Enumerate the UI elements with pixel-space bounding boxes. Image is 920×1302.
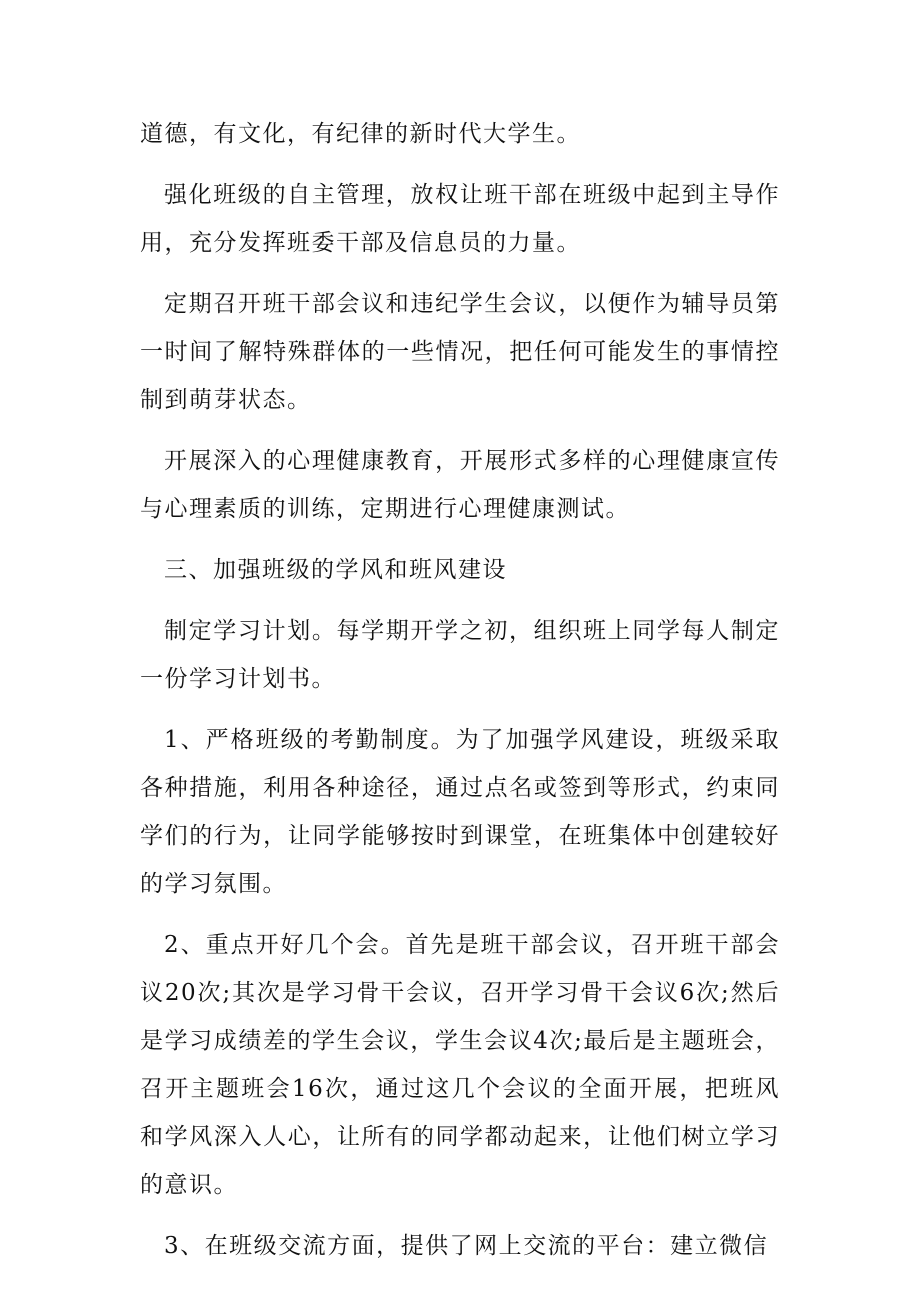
paragraph-7: 2、重点开好几个会。首先是班干部会议，召开班干部会议20次;其次是学习骨干会议，召开学习骨干会议6次;然后是学习成绩差的学生会议，学生会议4次;最后是主题班会，召开主题班会16次，通过这几个会议的全面开展，把班风和学风深入人心，让所有的同学都动起来，让他们树立学习的意识。 — [140, 932, 780, 1198]
paragraph-8: 3、在班级交流方面，提供了网上交流的平台：建立微信 — [164, 1233, 769, 1259]
paragraph-3: 定期召开班干部会议和违纪学生会议，以便作为辅导员第一时间了解特殊群体的一些情况，把任何可能发生的事情控制到萌芽状态。 — [140, 291, 780, 413]
section-heading: 三、加强班级的学风和班风建设 — [164, 557, 507, 583]
paragraph-2: 强化班级的自主管理，放权让班干部在班级中起到主导作用，充分发挥班委干部及信息员的力量。 — [140, 182, 780, 256]
paragraph-5: 制定学习计划。每学期开学之初，组织班上同学每人制定一份学习计划书。 — [140, 618, 780, 692]
paragraph-6: 1、严格班级的考勤制度。为了加强学风建设，班级采取各种措施，利用各种途径，通过点名或签到等形式，约束同学们的行为，让同学能够按时到课堂，在班集体中创建较好的学习氛围。 — [140, 727, 780, 897]
paragraph-1: 道德，有文化，有纪律的新时代大学生。 — [140, 121, 581, 147]
paragraph-4: 开展深入的心理健康教育，开展形式多样的心理健康宣传与心理素质的训练，定期进行心理健康测试。 — [140, 448, 780, 522]
